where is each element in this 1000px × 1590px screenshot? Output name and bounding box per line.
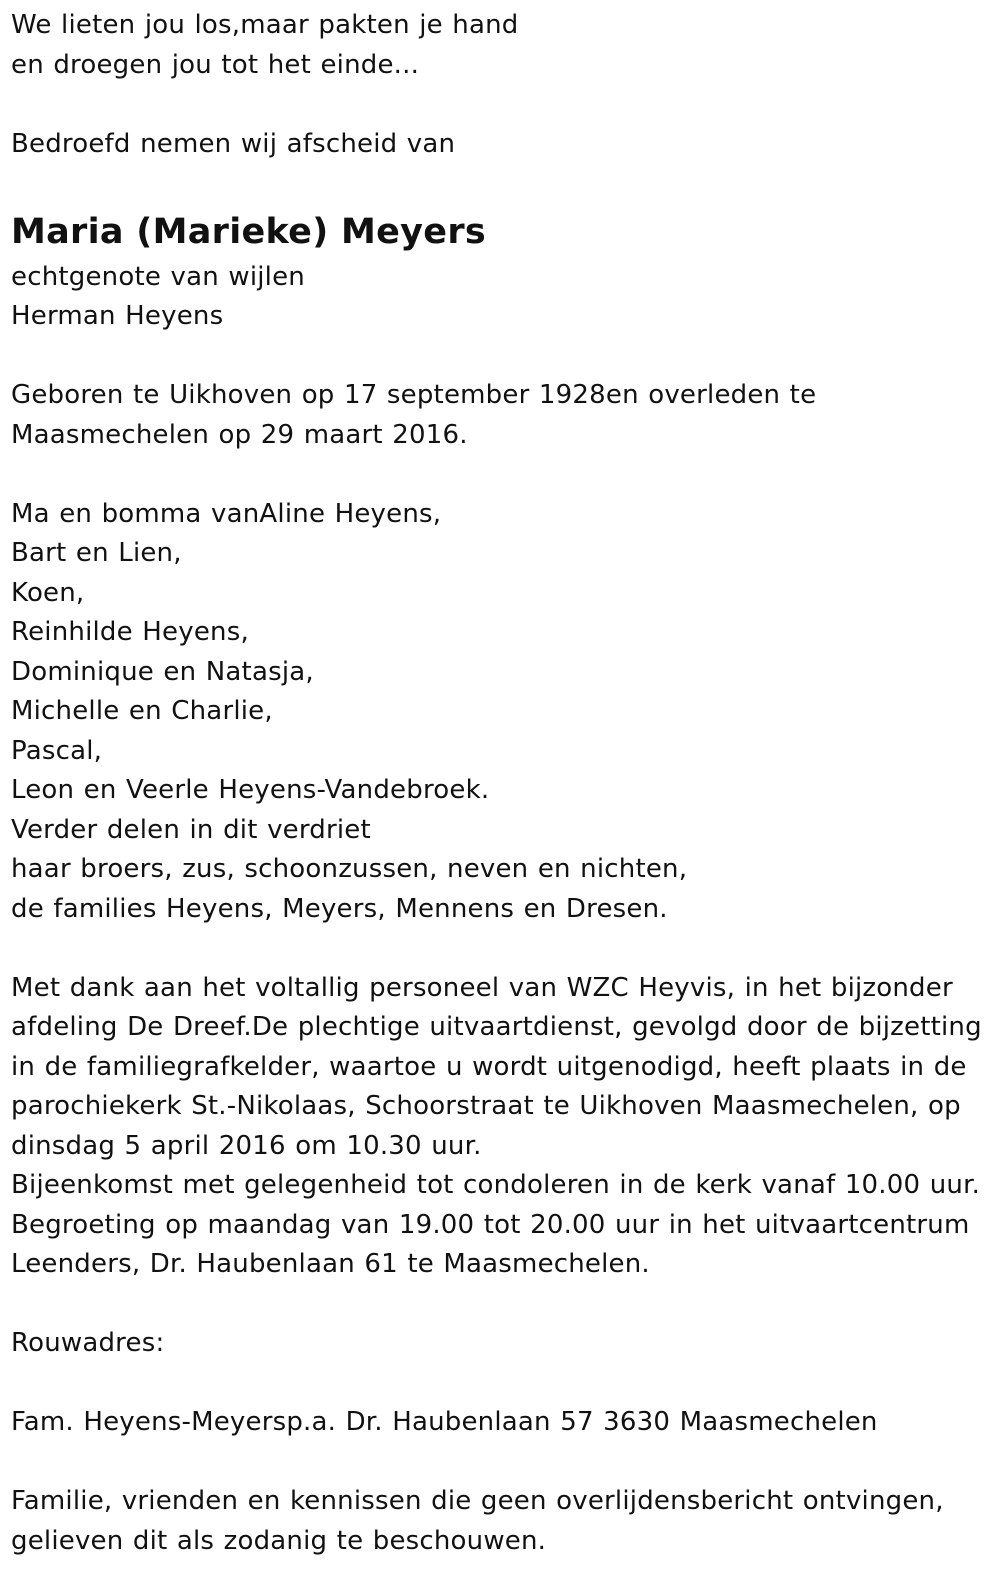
family-line: Ma en bomma vanAline Heyens, — [11, 498, 442, 529]
family-line: Verder delen in dit verdriet — [11, 814, 371, 845]
spacer — [11, 1443, 991, 1483]
spacer — [11, 337, 991, 377]
service-paragraph — [11, 969, 991, 1285]
closing-line: gelieven dit als zodanig te beschouwen. — [11, 1525, 547, 1556]
spacer — [11, 85, 991, 125]
obituary-notice — [11, 6, 991, 1561]
paragraph-line: Geboren te Uikhoven op 17 september 1928en overleden te — [11, 380, 817, 410]
spacer — [11, 1364, 991, 1404]
family-line: Bart en Lien, — [11, 538, 182, 568]
family-line: haar broers, zus, schoonzussen, neven en nichten, — [11, 854, 688, 884]
service-line: Met dank aan het voltallig personeel van WZC Heyvis, in het bijzonder — [11, 972, 953, 1003]
relation-line: Herman Heyens — [11, 301, 224, 331]
poem-line: en droegen jou tot het einde... — [11, 49, 420, 80]
family-line: Leon en Veerle Heyens-Vandebroek. — [11, 775, 490, 805]
family-list — [11, 495, 991, 930]
service-line: Begroeting op maandag van 19.00 tot 20.00 uur in het uitvaartcentrum — [11, 1209, 970, 1240]
family-line: Reinhilde Heyens, — [11, 617, 249, 647]
closing-line: Familie, vrienden en kennissen die geen overlijdensbericht ontvingen, — [11, 1486, 944, 1516]
spacer — [11, 164, 991, 204]
paragraph-line: Maasmechelen op 29 maart 2016. — [11, 419, 468, 450]
family-line: Pascal, — [11, 735, 103, 766]
poem — [11, 6, 991, 85]
service-line: parochiekerk St.-Nikolaas, Schoorstraat te Uikhoven Maasmechelen, op — [11, 1091, 961, 1121]
service-line: Bijeenkomst met gelegenheid tot condoleren in de kerk vanaf 10.00 uur. — [11, 1170, 981, 1200]
spacer — [11, 1285, 991, 1325]
spacer — [11, 929, 991, 969]
intro-text: Bedroefd nemen wij afscheid van — [11, 128, 456, 159]
service-line: afdeling De Dreef.De plechtige uitvaartdienst, gevolgd door de bijzetting — [11, 1012, 982, 1042]
spacer — [11, 455, 991, 495]
family-line: Koen, — [11, 577, 85, 608]
relation-line: echtgenote van wijlen — [11, 261, 305, 292]
closing-paragraph — [11, 1482, 991, 1561]
deceased-name: Maria (Marieke) Meyers — [11, 211, 487, 252]
service-line: Leenders, Dr. Haubenlaan 61 te Maasmechelen. — [11, 1249, 650, 1279]
family-line: de families Heyens, Meyers, Mennens en Dresen. — [11, 893, 668, 924]
address-label: Rouwadres: — [11, 1328, 165, 1358]
poem-line: We lieten jou los,maar pakten je hand — [11, 10, 519, 40]
family-line: Dominique en Natasja, — [11, 656, 314, 687]
birth-death-paragraph — [11, 376, 991, 455]
family-line: Michelle en Charlie, — [11, 696, 273, 726]
service-line: in de familiegrafkelder, waartoe u wordt uitgenodigd, heeft plaats in de — [11, 1051, 967, 1082]
service-line: dinsdag 5 april 2016 om 10.30 uur. — [11, 1130, 482, 1161]
address-value: Fam. Heyens-Meyersp.a. Dr. Haubenlaan 57 3630 Maasmechelen — [11, 1407, 878, 1437]
